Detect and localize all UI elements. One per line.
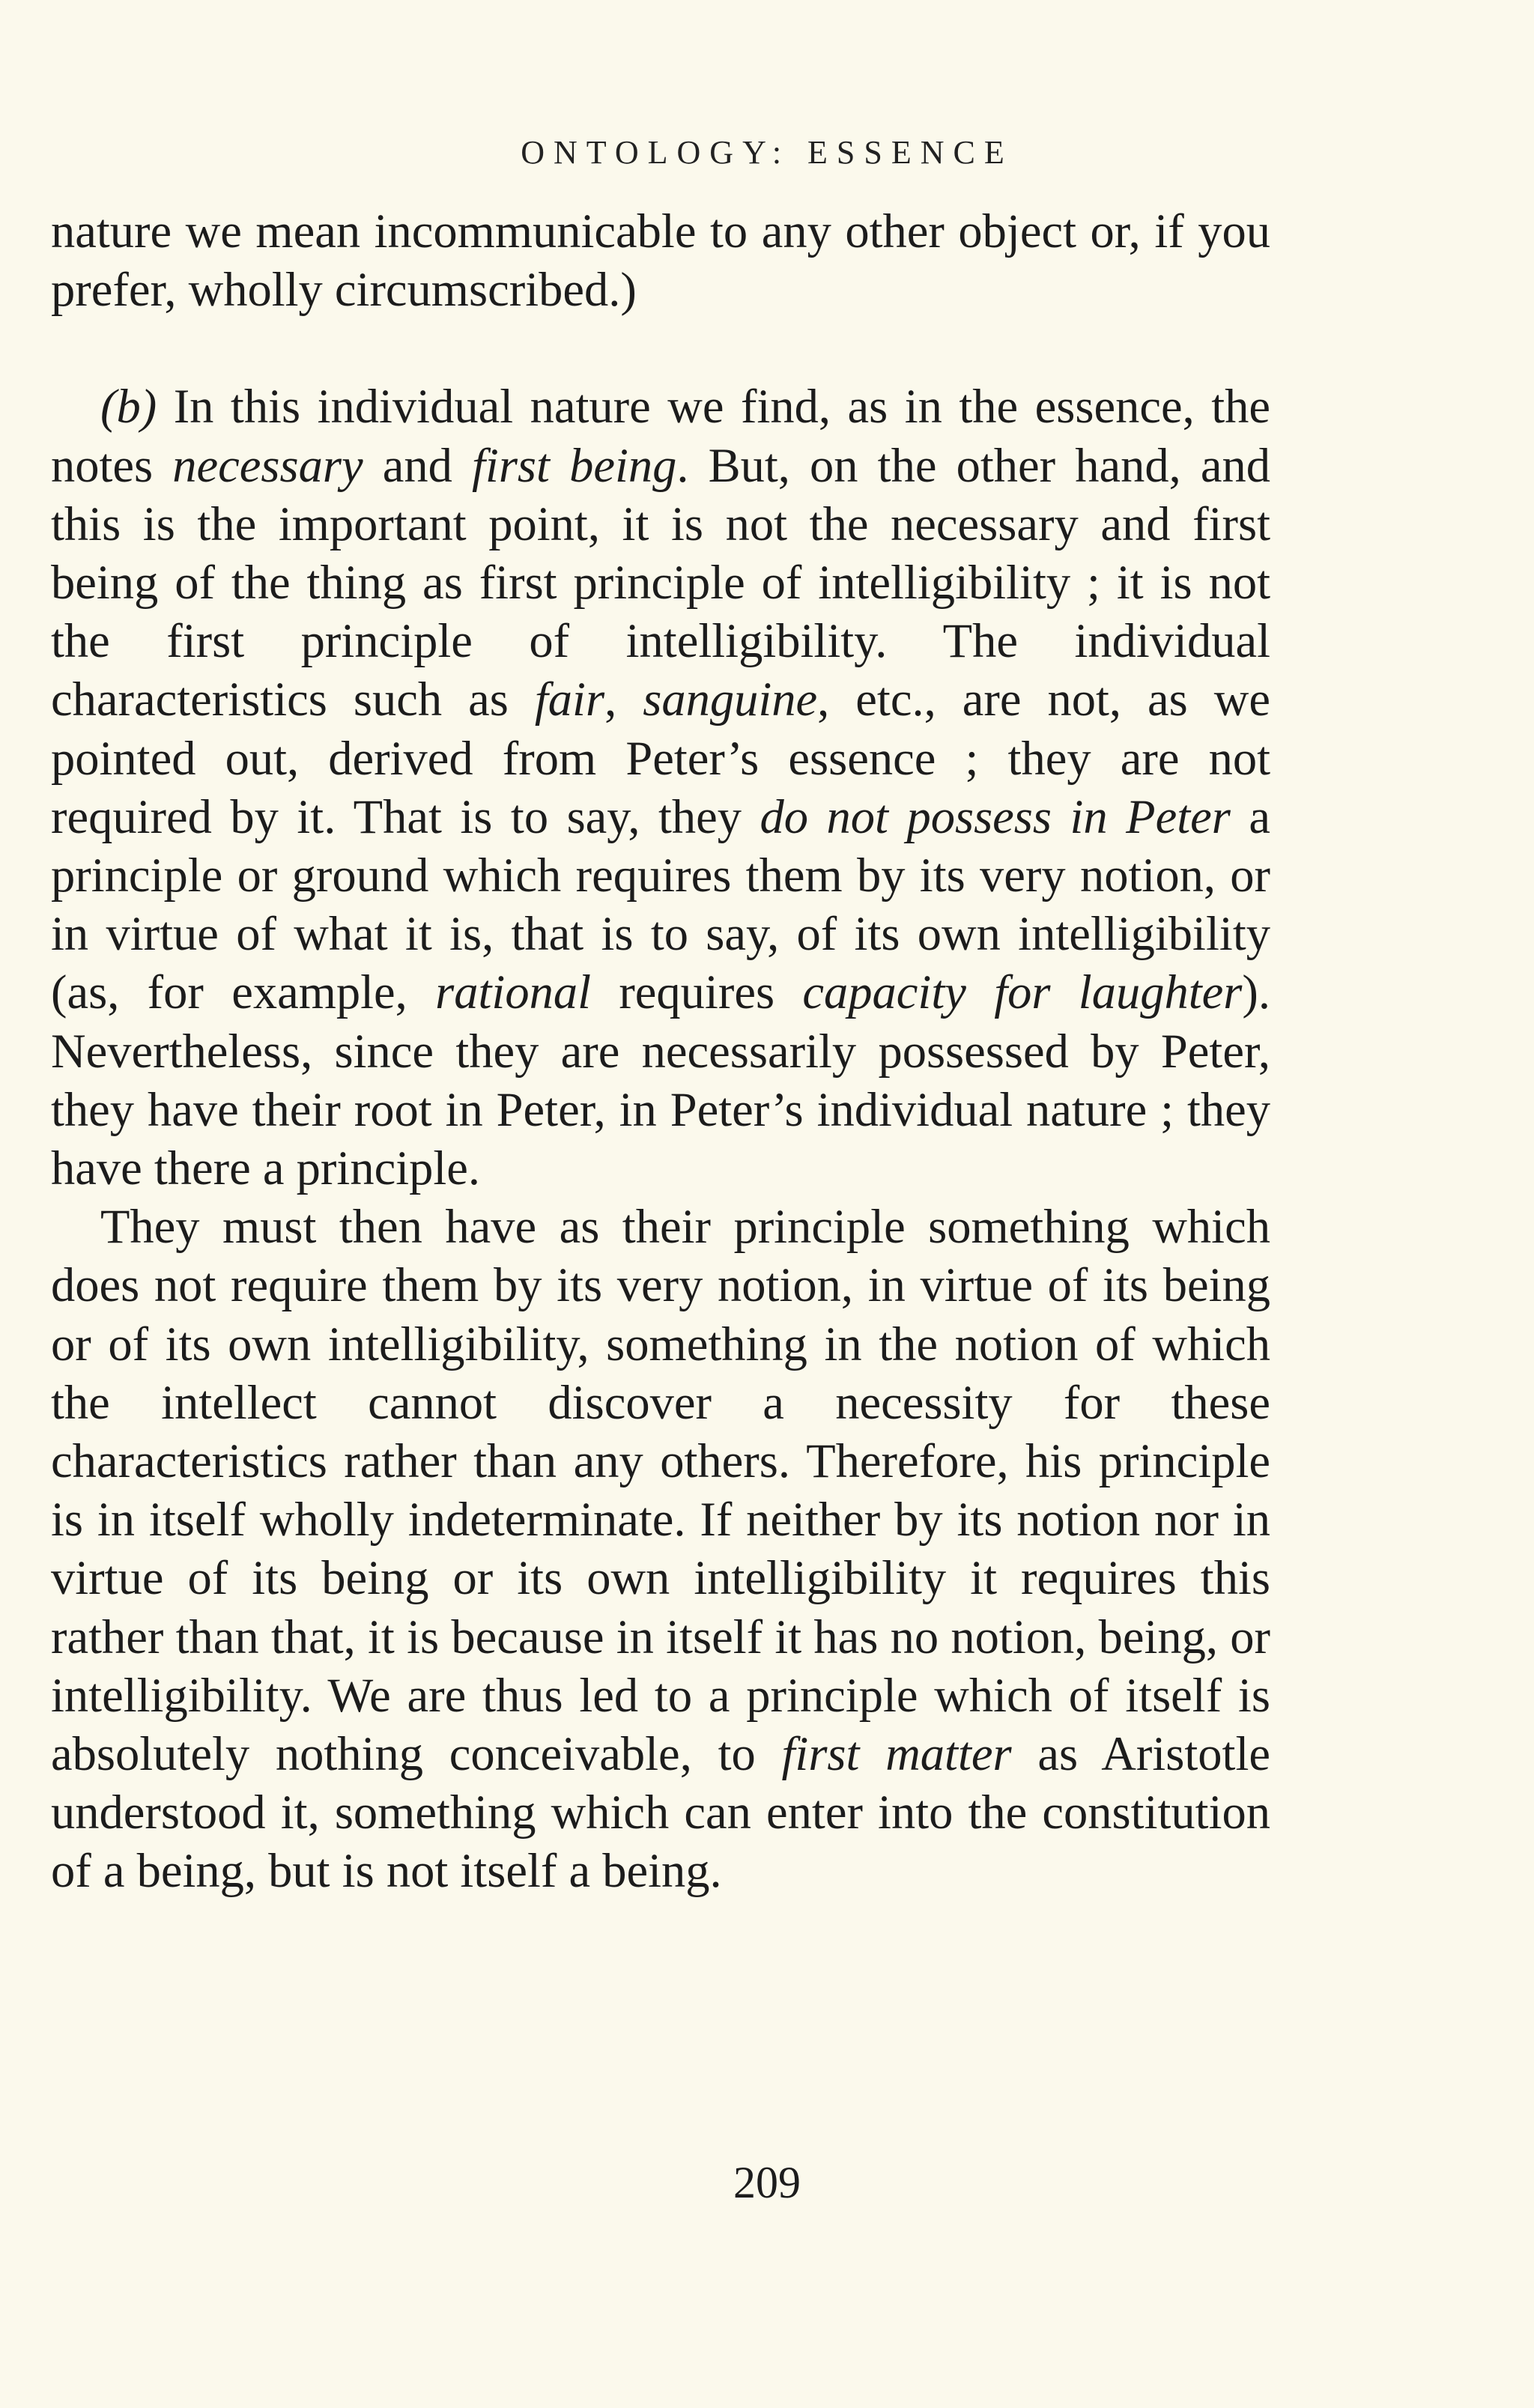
text-segment: , xyxy=(604,673,643,727)
text-segment: . But, on the other hand, and this is the important point, it is not the necessary and first being of the thing as first principle of intelligibility ; it is not the first principle of intelligibility. The individual characteristics such as xyxy=(51,438,1270,727)
italic-segment: first matter xyxy=(781,1727,1012,1781)
italic-segment: rational xyxy=(435,965,591,1019)
text-segment: They must then have as their principle something which does not require them by its very notion, in virtue of its being or of its own intelligibility, something in the notion of which the intellect cannot discover a necessity for these characteristics rather than any others. Therefore, his principle is in itself wholly indeterminate. If neither by its notion nor in virtue of its being or its own intelligibility it requires this rather than that, it is because in itself it has no notion, being, or intelligibility. We are thus led to a principle which of itself is absolutely nothing conceivable, to xyxy=(51,1200,1270,1781)
italic-segment: first being xyxy=(471,438,677,492)
paragraph-b-individual-nature xyxy=(51,377,1270,1198)
text-segment: and xyxy=(363,438,472,492)
italic-segment: capacity for laughter xyxy=(802,965,1243,1019)
page-number: 209 xyxy=(733,2158,801,2207)
italic-segment: necessary xyxy=(172,438,363,492)
paragraph-continuation xyxy=(51,202,1270,319)
text-segment: a principle or ground which requires them by its very notion, or in virtue of what it is, that is to say, of its own intelligibility (as, for example, xyxy=(51,789,1270,1019)
text-segment: In this individual nature we find, as in the essence, the notes xyxy=(51,380,1270,492)
text-segment: as Aristotle understood it, something which can enter into the constitution of a being, but is not itself a being. xyxy=(51,1727,1270,1898)
body-text xyxy=(51,202,1270,1901)
paragraph-first-matter xyxy=(51,1198,1270,1900)
running-head: ONTOLOGY: ESSENCE xyxy=(521,134,1013,171)
text-segment: ). Nevertheless, since they are necessarily possessed by Peter, they have their root in Peter, in Peter’s individual nature ; they have there a principle. xyxy=(51,965,1270,1195)
text-segment: requires xyxy=(591,965,803,1019)
text-segment: nature we mean incommunicable to any other object or, if you prefer, wholly circumscribed.) xyxy=(51,204,1270,317)
italic-segment: (b) xyxy=(100,380,157,434)
italic-segment: do not possess in Peter xyxy=(760,789,1231,843)
italic-segment: fair xyxy=(534,673,605,727)
italic-segment: sanguine xyxy=(643,673,818,727)
text-segment: , etc., are not, as we pointed out, derived from Peter’s essence ; they are not required by it. That is to say, they xyxy=(51,673,1270,843)
